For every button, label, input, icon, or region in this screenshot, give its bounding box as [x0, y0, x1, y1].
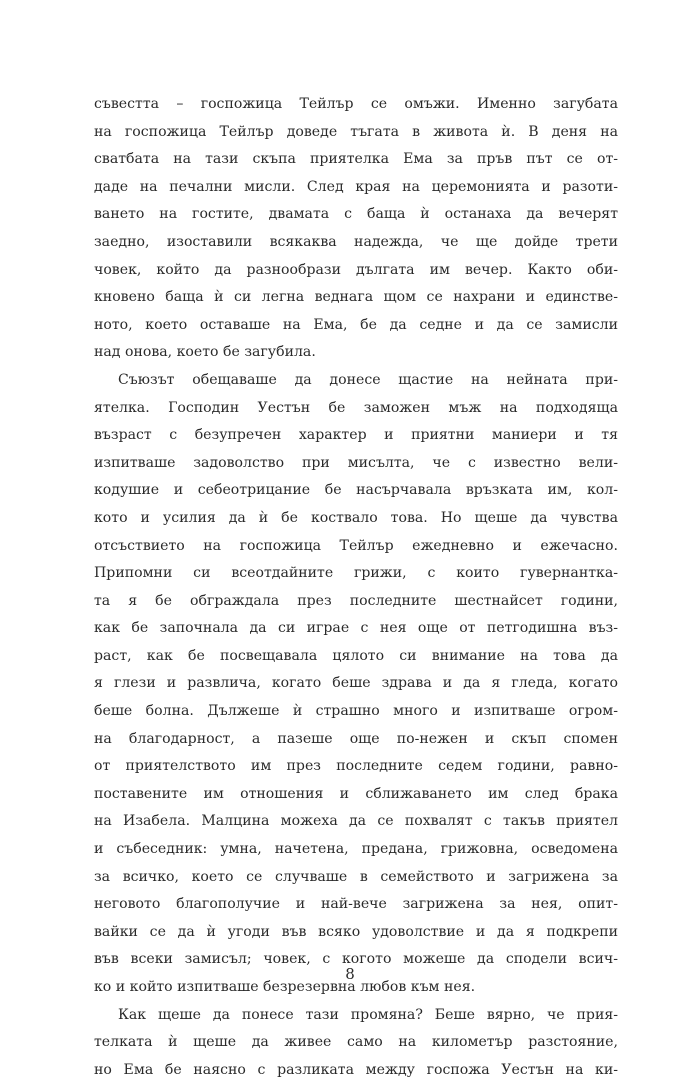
text-line: над онова, което бе загубила. [94, 344, 316, 361]
text-line: във всеки замисъл; човек, с когото можеше да сподели всич- [94, 951, 618, 968]
text-line: Припомни си всеотдайните грижи, с които гувернантка- [94, 565, 618, 582]
text-line: ното, което оставаше на Ема, бе да седне и да се замисли [94, 316, 618, 333]
text-line: на госпожица Тейлър доведе тъгата в живота ѝ. В деня на [94, 123, 618, 140]
text-line: неговото благополучие и най-вече загрижена за нея, опит- [94, 896, 618, 913]
text-line: ването на гостите, двамата с баща ѝ останаха да вечерят [94, 206, 618, 223]
paragraph-1 [94, 91, 618, 367]
text-line: човек, който да разнообрази дългата им вечер. Както оби- [94, 261, 618, 278]
text-line: отсъствието на госпожица Тейлър ежедневно и ежечасно. [94, 537, 618, 554]
page-number: 8 [345, 965, 355, 983]
text-line: кодушие и себеотрицание бе насърчавала връзката им, кол- [94, 482, 618, 499]
text-line: беше болна. Дължеше ѝ страшно много и изпитваше огром- [94, 703, 618, 720]
text-line: поставените им отношения и сближаването им след брака [94, 785, 618, 802]
text-line: заедно, изоставили всякаква надежда, че ще дойде трети [94, 233, 618, 250]
text-line: кото и усилия да ѝ бе коствало това. Но щеше да чувства [94, 509, 618, 526]
text-line: съвестта – госпожица Тейлър се омъжи. Именно загубата [94, 96, 618, 112]
text-line: та я бе обграждала през последните шестнайсет години, [94, 592, 618, 609]
text-line: как бе започнала да си играе с нея още от петгодишна въз- [94, 620, 618, 637]
text-line: но Ема бе наясно с разликата между госпожа Уестън на ки- [94, 1061, 618, 1078]
text-line: ко и който изпитваше безрезервна любов към нея. [94, 979, 476, 995]
paragraph-3 [94, 1002, 618, 1084]
text-line: изпитваше задоволство при мисълта, че с известно вели- [94, 454, 618, 471]
text-line: я глези и развлича, когато беше здрава и да я гледа, когато [94, 675, 618, 692]
text-line: даде на печални мисли. След края на церемонията и разоти- [94, 178, 618, 195]
text-line: и събеседник: умна, начетена, предана, грижовна, осведомена [94, 841, 618, 858]
text-line: телката ѝ щеше да живее само на километър разстояние, [94, 1034, 618, 1051]
text-line: за всичко, което се случваше в семейството и загрижена за [94, 868, 618, 885]
text-line: Как щеше да понесе тази промяна? Беше вярно, че прия- [118, 1006, 618, 1023]
text-line: кновено баща ѝ си легна веднага щом се нахрани и единстве- [94, 289, 618, 306]
text-line: на благодарност, а пазеше още по-нежен и скъп спомен [94, 730, 618, 747]
text-line: ятелка. Господин Уестън бе заможен мъж на подходяща [94, 399, 618, 416]
paragraph-2 [94, 367, 618, 1002]
text-line: на Изабела. Малцина можеха да се похвалят с такъв приятел [94, 813, 618, 830]
body-text [94, 91, 618, 1084]
text-line: раст, как бе посвещавала цялото си внимание на това да [94, 647, 618, 664]
text-line: сватбата на тази скъпа приятелка Ема за пръв път се от- [94, 151, 618, 168]
text-line: Съюзът обещаваше да донесе щастие на нейната при- [118, 371, 618, 388]
text-line: от приятелството им през последните седем години, равно- [94, 758, 618, 775]
text-line: възраст с безупречен характер и приятни маниери и тя [94, 427, 618, 444]
text-line: вайки се да ѝ угоди във всяко удоволствие и да я подкрепи [94, 923, 618, 940]
